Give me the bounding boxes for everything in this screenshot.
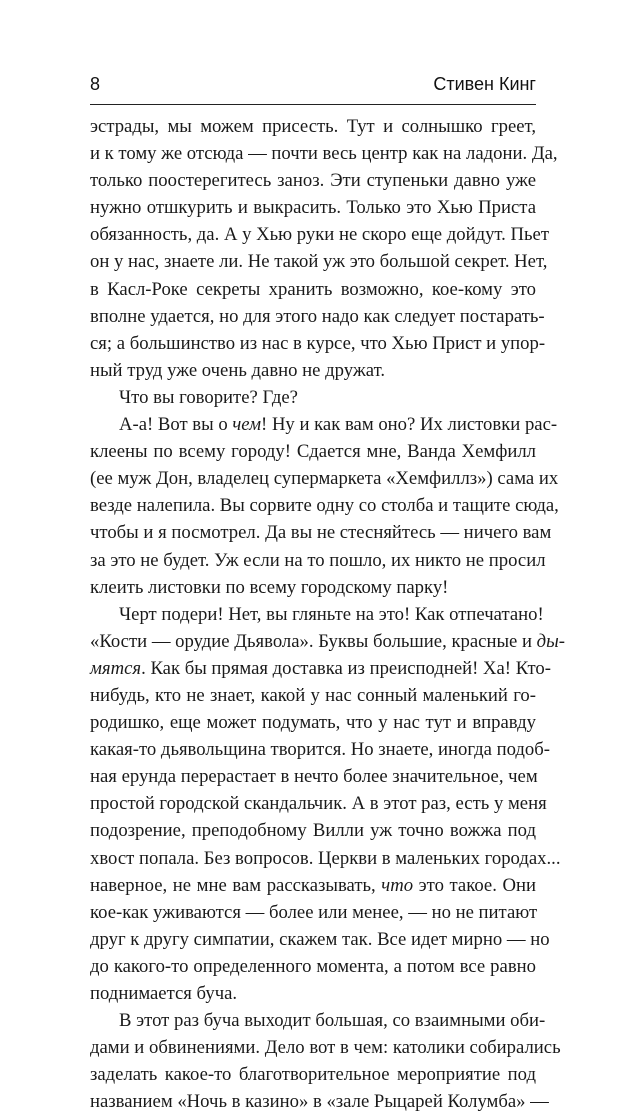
text-span: дами и обвинениями. Дело вот в чем: католики собирались [90, 1037, 561, 1059]
text-span: чтобы и я посмотрел. Да вы не стесняйтесь — ничего вам [90, 522, 552, 544]
text-line [90, 194, 536, 221]
text-span: везде налепила. Вы сорвите одну со столба и тащите сюда, [90, 495, 559, 517]
text-span: подозрение, преподобному Вилли уж точно вожжа под [90, 820, 536, 842]
text-line [90, 872, 536, 899]
text-line [90, 736, 550, 763]
text-span: Что вы говорите? Где? [119, 386, 298, 408]
body-text [90, 113, 565, 1115]
text-span: он у нас, знаете ли. Не такой уж это большой секрет. Нет, [90, 251, 548, 273]
text-line [90, 709, 536, 736]
text-line [90, 465, 559, 492]
text-span: в Касл-Роке секреты хранить возможно, кое-кому это [90, 278, 536, 300]
text-line [90, 411, 558, 438]
text-span: только поостерегитесь заноз. Эти ступеньки давно уже [90, 170, 536, 192]
text-line [90, 248, 548, 275]
text-span: ная ерунда перерастает в нечто более значительное, чем [90, 766, 538, 788]
text-line [90, 303, 545, 330]
text-line [90, 140, 558, 167]
text-span: обязанность, да. А у Хью руки не скоро еще дойдут. Пьет [90, 224, 550, 246]
text-line [90, 953, 536, 980]
text-span: . Как бы прямая доставка из преисподней! Ха! Кто- [141, 657, 551, 679]
text-line [90, 519, 552, 546]
page-header [90, 74, 536, 95]
text-line [90, 276, 536, 303]
text-line [90, 845, 561, 872]
text-span: нужно отшкурить и выкрасить. Только это Хью Приста [90, 197, 536, 219]
text-line [90, 899, 536, 926]
text-line [90, 492, 559, 519]
running-title: Стивен Кинг [433, 74, 536, 94]
text-line [90, 790, 547, 817]
text-span: ный труд уже очень давно не дружат. [90, 359, 386, 381]
italic-span: что [381, 874, 414, 896]
text-span: и к тому же отсюда — почти весь центр как на ладони. Да, [90, 143, 558, 165]
text-line [90, 1061, 536, 1088]
text-span: наверное, не мне вам рассказывать, [90, 874, 382, 896]
text-span: В этот раз буча выходит большая, со взаимными оби- [119, 1010, 546, 1032]
text-span: родишко, еще может подумать, что у нас тут и вправду [90, 712, 536, 734]
text-span: ! Ну и как вам оно? Их листовки рас- [261, 414, 558, 436]
text-line [90, 926, 550, 953]
text-line [90, 167, 536, 194]
italic-span: чем [232, 414, 262, 436]
text-line [90, 655, 551, 682]
text-span: Черт подери! Нет, вы гляньте на это! Как отпечатано! [119, 603, 544, 625]
text-line [90, 384, 536, 411]
text-line [90, 574, 536, 601]
text-line [90, 682, 536, 709]
italic-span: мятся [90, 657, 142, 679]
text-line [90, 817, 536, 844]
text-line [90, 438, 536, 465]
text-line [90, 547, 546, 574]
text-line [90, 1034, 561, 1061]
text-span: за это не будет. Уж если на то пошло, их никто не просил [90, 549, 546, 571]
text-span: эстрады, мы можем присесть. Тут и солнышко греет, [90, 116, 536, 137]
text-span: клеить листовки по всему городскому парку! [90, 576, 449, 598]
text-span: ся; а большинство из нас в курсе, что Хью Прист и упор- [90, 332, 546, 354]
text-line [90, 763, 536, 790]
text-line [90, 601, 544, 628]
text-line [90, 357, 536, 384]
text-span: какая-то дьявольщина творится. Но знаете, иногда подоб- [90, 739, 550, 761]
text-span: это такое. Они [413, 874, 536, 896]
text-line [90, 1007, 546, 1034]
text-span: названием «Ночь в казино» в «зале Рыцарей Колумба» — [90, 1091, 549, 1113]
header-rule [90, 104, 536, 105]
text-line [90, 980, 536, 1007]
text-line [90, 1088, 549, 1115]
text-span: друг к другу симпатии, скажем так. Все идет мирно — но [90, 928, 550, 950]
text-span: хвост попала. Без вопросов. Церкви в маленьких городах... [90, 847, 561, 869]
page-number: 8 [90, 74, 101, 94]
text-span: «Кости — орудие Дьявола». Буквы большие, красные и [90, 630, 537, 652]
text-line [90, 330, 546, 357]
text-span: нибудь, кто не знает, какой у нас сонный маленький го- [90, 684, 536, 706]
italic-span: ды- [536, 630, 565, 652]
text-line [90, 113, 536, 140]
text-span: клеены по всему городу! Сдается мне, Ванда Хемфилл [90, 441, 536, 463]
text-span: простой городской скандальчик. А в этот раз, есть у меня [90, 793, 547, 815]
text-span: (ее муж Дон, владелец супермаркета «Хемфиллз») сама их [90, 468, 559, 490]
text-span: заделать какое-то благотворительное мероприятие под [90, 1064, 536, 1086]
text-span: кое-как уживаются — более или менее, — но не питают [90, 901, 538, 923]
text-line [90, 221, 550, 248]
text-span: до какого-то определенного момента, а потом все равно [90, 955, 536, 977]
text-line [90, 628, 565, 655]
text-span: поднимается буча. [90, 983, 238, 1004]
text-span: вполне удается, но для этого надо как следует постарать- [90, 305, 545, 327]
text-span: А-а! Вот вы о [119, 414, 233, 436]
